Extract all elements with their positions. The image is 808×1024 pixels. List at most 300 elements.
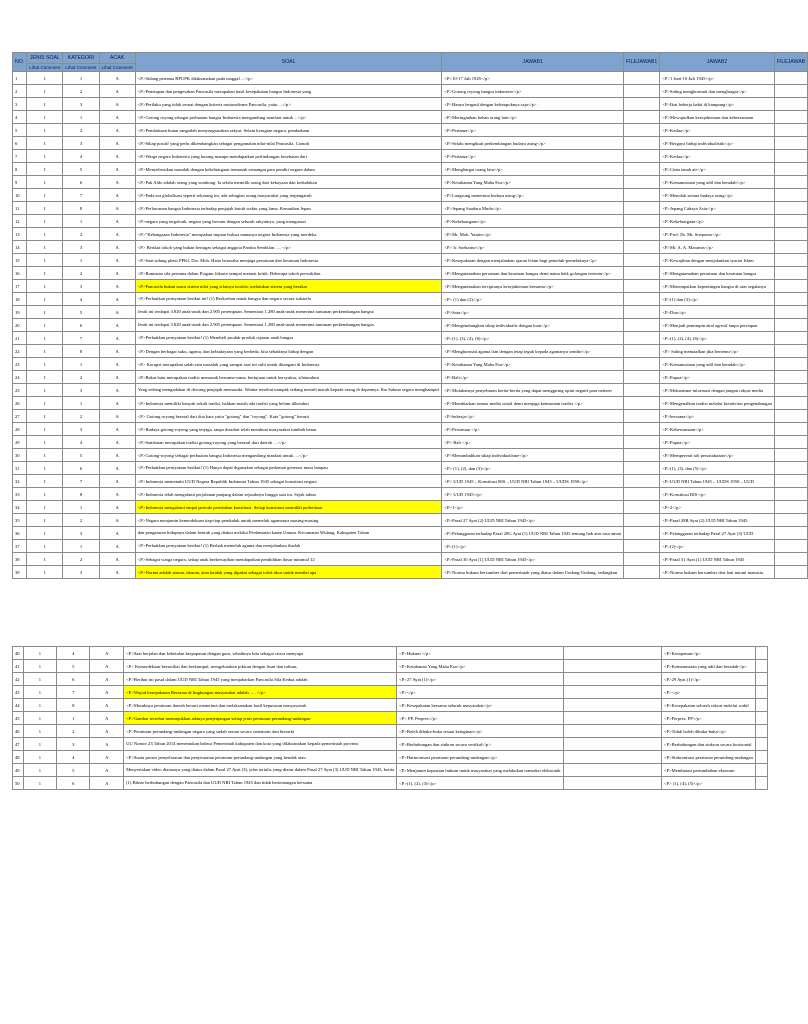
cell-no[interactable]: 28 bbox=[13, 423, 27, 436]
cell-jawab2[interactable]: <P>Saling menghormati dan menghargai</p> bbox=[660, 85, 775, 98]
cell-kategori[interactable]: 5 bbox=[57, 764, 90, 777]
cell-jawab2[interactable]: <P>(1) dan (3)</p> bbox=[660, 293, 775, 306]
cell-jawab1[interactable]: <P>(1), (2), (3)</p> bbox=[397, 777, 563, 790]
cell-jawab2[interactable]: <P>Berhubungan dan sinkron secara horizontal bbox=[661, 738, 755, 751]
cell-filejawab2[interactable] bbox=[774, 189, 807, 202]
cell-soal[interactable]: <P>Pancasila bukan suatu sistem nilai yang sifatnya teoritis, melainkan sistem yang berakar bbox=[135, 280, 442, 293]
cell-soal[interactable]: <P>Pak Aldo adalah orang yang sombong. Ia selalu memilih orang dari kekayaan dan kedudukan bbox=[135, 176, 442, 189]
cell-filejawab1[interactable] bbox=[563, 686, 661, 699]
cell-soal[interactable]: <P>Gambar tersebut menunjukkan adanya penjenjangan setiap jenis peraturan perundang-undangan bbox=[124, 712, 397, 725]
header-jawab2[interactable]: JAWAB2 bbox=[660, 53, 775, 72]
cell-filejawab2[interactable] bbox=[774, 540, 807, 553]
cell-jenis-soal[interactable]: 1 bbox=[27, 527, 63, 540]
cell-acak[interactable]: A bbox=[99, 72, 135, 85]
cell-soal[interactable]: dan pengaturan hidupnya dalam bentuk yang diakui melalui Perdamaian kaum Umum. Kecamatan Widang, Kabupaten Tuban bbox=[135, 527, 442, 540]
cell-kategori[interactable]: 1 bbox=[63, 540, 99, 553]
cell-no[interactable]: 49 bbox=[13, 764, 24, 777]
cell-no[interactable]: 14 bbox=[13, 241, 27, 254]
cell-acak[interactable]: A bbox=[99, 319, 135, 332]
cell-kategori[interactable]: 3 bbox=[63, 423, 99, 436]
cell-jenis-soal[interactable]: 1 bbox=[27, 306, 63, 319]
cell-jenis-soal[interactable]: 1 bbox=[23, 673, 56, 686]
cell-jenis-soal[interactable]: 1 bbox=[27, 293, 63, 306]
cell-filejawab1[interactable] bbox=[623, 436, 659, 449]
cell-soal[interactable]: <P> Gotong royong berasal dari dua kata yaitu "gotong" dan "royong". Kata "gotong" berarti bbox=[135, 410, 442, 423]
cell-filejawab2[interactable] bbox=[774, 501, 807, 514]
cell-kategori[interactable]: 2 bbox=[57, 725, 90, 738]
cell-kategori[interactable]: 1 bbox=[63, 215, 99, 228]
cell-jenis-soal[interactable]: 1 bbox=[27, 501, 63, 514]
cell-jenis-soal[interactable]: 1 bbox=[23, 660, 56, 673]
header-jawab1[interactable]: JAWAB1 bbox=[442, 53, 624, 72]
cell-no[interactable]: 36 bbox=[13, 527, 27, 540]
cell-filejawab2[interactable] bbox=[774, 345, 807, 358]
cell-filejawab2[interactable] bbox=[774, 306, 807, 319]
cell-acak[interactable]: A bbox=[99, 332, 135, 345]
cell-acak[interactable]: A bbox=[99, 150, 135, 163]
cell-acak[interactable]: A bbox=[99, 423, 135, 436]
cell-no[interactable]: 23 bbox=[13, 358, 27, 371]
cell-no[interactable]: 7 bbox=[13, 150, 27, 163]
cell-kategori[interactable]: 3 bbox=[63, 566, 99, 579]
cell-soal[interactable]: <P>Norma adalah aturan, ukuran, atau kaidah yang dipakai sebagai tolok ukur untuk menilai apa bbox=[135, 566, 442, 579]
cell-no[interactable]: 48 bbox=[13, 751, 24, 764]
cell-soal[interactable]: <P>Indonesia mengalami empat periode perubahan konstitusi. Setiap konstitusi memiliki perbedaan bbox=[135, 501, 442, 514]
cell-jawab2[interactable]: <P>Tidak boleh dibuka-buka</p> bbox=[661, 725, 755, 738]
cell-no[interactable]: 8 bbox=[13, 163, 27, 176]
cell-acak[interactable]: A bbox=[99, 397, 135, 410]
cell-soal[interactable]: <P>Negara menjamin kemerdekaan tiap-tiap penduduk untuk memeluk agamanya masing-masing bbox=[135, 514, 442, 527]
cell-soal[interactable]: (1) Bilnar berhubungan dengan Pancasila dan UUD NRI Tahun 1945 dan tidak bertentangan bersama bbox=[124, 777, 397, 790]
cell-jawab1[interactable]: <P>Menumbuhkan sikap individualisme</p> bbox=[442, 449, 624, 462]
cell-acak[interactable]: A bbox=[99, 345, 135, 358]
cell-kategori[interactable]: 1 bbox=[63, 397, 99, 410]
cell-jenis-soal[interactable]: 1 bbox=[27, 475, 63, 488]
cell-filejawab1[interactable] bbox=[623, 358, 659, 371]
cell-jawab1[interactable]: <P>Pertama</p> bbox=[442, 124, 624, 137]
cell-acak[interactable]: A bbox=[90, 686, 124, 699]
cell-filejawab2[interactable] bbox=[774, 436, 807, 449]
cell-jawab2[interactable]: <P>Papua</p> bbox=[660, 371, 775, 384]
cell-filejawab1[interactable] bbox=[623, 215, 659, 228]
cell-jenis-soal[interactable]: 1 bbox=[27, 566, 63, 579]
cell-soal[interactable]: <P> Korupsi merupakan salah satu masalah yang sampai saat ini sulit untuk ditangani di Indonesia bbox=[135, 358, 442, 371]
header-kategori[interactable]: KATEGORI bbox=[63, 53, 99, 64]
cell-jawab1[interactable]: <P>Mr. Moh. Yamin</p> bbox=[442, 228, 624, 241]
cell-no[interactable]: 12 bbox=[13, 215, 27, 228]
cell-filejawab1[interactable] bbox=[623, 176, 659, 189]
cell-jenis-soal[interactable]: 1 bbox=[27, 423, 63, 436]
cell-filejawab1[interactable] bbox=[623, 137, 659, 150]
cell-acak[interactable]: A bbox=[99, 215, 135, 228]
cell-kategori[interactable]: 1 bbox=[63, 254, 99, 267]
cell-kategori[interactable]: 4 bbox=[63, 436, 99, 449]
cell-filejawab1[interactable] bbox=[623, 566, 659, 579]
cell-soal[interactable]: <P> Berikut tokoh yang bukan bertugas sebagai anggota Panitia Sembilan ..... </p> bbox=[135, 241, 442, 254]
cell-filejawab1[interactable] bbox=[623, 514, 659, 527]
cell-filejawab2[interactable] bbox=[774, 319, 807, 332]
cell-kategori[interactable]: 3 bbox=[63, 384, 99, 397]
cell-filejawab2[interactable] bbox=[774, 150, 807, 163]
cell-filejawab2[interactable] bbox=[774, 137, 807, 150]
cell-soal[interactable]: Yang sedang mengadakan di dewang penjajah memasuki. Wanita tersebut nampak sedang meraih marah kepada orang di depannya. Ibu Sukma segera menghampiri bbox=[135, 384, 442, 397]
cell-jawab1[interactable]: <P>Pelanggaran terhadap Pasal 28G Ayat (1) UUD NRI Tahun 1945 tentang hak atas rasa aman bbox=[442, 527, 624, 540]
cell-acak[interactable]: A bbox=[99, 488, 135, 501]
cell-jawab1[interactable]: <P>1</p> bbox=[442, 501, 624, 514]
cell-jenis-soal[interactable]: 1 bbox=[27, 189, 63, 202]
cell-acak[interactable]: A bbox=[99, 293, 135, 306]
cell-filejawab2[interactable] bbox=[774, 228, 807, 241]
cell-acak[interactable]: A bbox=[99, 436, 135, 449]
cell-filejawab1[interactable] bbox=[623, 332, 659, 345]
cell-jenis-soal[interactable]: 1 bbox=[27, 98, 63, 111]
cell-filejawab2[interactable] bbox=[774, 514, 807, 527]
cell-jawab1[interactable]: <P> UUD 1945</p> bbox=[442, 488, 624, 501]
cell-jenis-soal[interactable]: 1 bbox=[27, 345, 63, 358]
cell-jawab2[interactable]: <P> (1), (4), (5)</p> bbox=[661, 777, 755, 790]
cell-soal[interactable]: <P>Indonesia memenuhi UUD Negara Republik Indonesia Tahun 1945 sebagai konstitusi negara bbox=[135, 475, 442, 488]
cell-jawab1[interactable]: <P>Norma hukum bersumber dari pemerintah yang diatur dalam Undang-Undang, sedangkan bbox=[442, 566, 624, 579]
cell-jenis-soal[interactable]: 1 bbox=[27, 267, 63, 280]
header-acak[interactable]: ACAK bbox=[99, 53, 135, 64]
cell-soal[interactable]: <P>Rumusan sila pertama dalam Piagam Jakarta sempat menuai kritik. Beberapa tokoh perwakilan bbox=[135, 267, 442, 280]
cell-jawab2[interactable]: <P></p> bbox=[661, 686, 755, 699]
cell-jawab2[interactable]: <P>Papua</p> bbox=[660, 436, 775, 449]
cell-kategori[interactable]: 4 bbox=[63, 293, 99, 306]
cell-jawab2[interactable]: <P>Mengutamakan persatuan dan kesatuan bangsa bbox=[660, 267, 775, 280]
header-filejawab1[interactable]: FILEJAWAB1 bbox=[623, 53, 659, 72]
cell-filejawab1[interactable] bbox=[623, 462, 659, 475]
cell-filejawab2[interactable] bbox=[774, 384, 807, 397]
cell-kategori[interactable]: 6 bbox=[57, 777, 90, 790]
cell-jenis-soal[interactable]: 1 bbox=[27, 241, 63, 254]
cell-acak[interactable]: A bbox=[99, 501, 135, 514]
cell-soal[interactable]: <P>Warga negara Indonesia yang kurang mampu mendapatkan perlindungan kesehatan dari bbox=[135, 150, 442, 163]
cell-acak[interactable]: A bbox=[90, 712, 124, 725]
cell-filejawab2[interactable] bbox=[774, 202, 807, 215]
cell-jawab2[interactable]: <P>Kesepakatan seluruh rakyat melalui wakil bbox=[661, 699, 755, 712]
cell-kategori[interactable]: 2 bbox=[63, 371, 99, 384]
cell-no[interactable]: 25 bbox=[13, 384, 27, 397]
cell-acak[interactable]: A bbox=[90, 660, 124, 673]
cell-jenis-soal[interactable]: 1 bbox=[27, 332, 63, 345]
cell-acak[interactable]: A bbox=[90, 725, 124, 738]
cell-kategori[interactable]: 8 bbox=[63, 488, 99, 501]
cell-jawab2[interactable]: <P>Bergaya hidup individualistik</p> bbox=[660, 137, 775, 150]
cell-filejawab2[interactable] bbox=[774, 280, 807, 293]
cell-filejawab2[interactable] bbox=[774, 98, 807, 111]
cell-jawab2[interactable]: <P>(1), (2), (4), (6)</p> bbox=[660, 332, 775, 345]
cell-jenis-soal[interactable]: 1 bbox=[23, 647, 56, 660]
cell-filejawab1[interactable] bbox=[563, 673, 661, 686]
cell-jawab2[interactable]: <P>2</p> bbox=[660, 501, 775, 514]
cell-soal[interactable]: <P>Perhatikan pernyataan berikut! (1) Hanya dapat digunakan sebagai pedoman generasi masa lampau bbox=[135, 462, 442, 475]
cell-jawab2[interactable]: <P>Kesopanan</p> bbox=[661, 647, 755, 660]
cell-jawab2[interactable]: <P>Kebersamaan</p> bbox=[660, 423, 775, 436]
cell-filejawab1[interactable] bbox=[623, 98, 659, 111]
cell-kategori[interactable]: 2 bbox=[63, 410, 99, 423]
cell-jenis-soal[interactable]: 1 bbox=[27, 371, 63, 384]
cell-acak[interactable]: A bbox=[99, 98, 135, 111]
cell-no[interactable]: 4 bbox=[13, 111, 27, 124]
cell-no[interactable]: 13 bbox=[13, 228, 27, 241]
cell-filejawab2[interactable] bbox=[774, 397, 807, 410]
cell-filejawab1[interactable] bbox=[623, 449, 659, 462]
cell-jawab2[interactable]: <P>Konstitusi RIS</p> bbox=[660, 488, 775, 501]
cell-kategori[interactable]: 1 bbox=[63, 72, 99, 85]
cell-jawab1[interactable]: <P>Persatuan </p> bbox=[442, 423, 624, 436]
cell-filejawab1[interactable] bbox=[623, 501, 659, 514]
cell-jenis-soal[interactable]: 1 bbox=[27, 488, 63, 501]
cell-jawab1[interactable]: <P> Bali </p> bbox=[442, 436, 624, 449]
cell-soal[interactable]: <P>Perlawanan bangsa Indonesia terhadap penjajah butuh waktu yang lama. Kemudian Jepan bbox=[135, 202, 442, 215]
cell-filejawab2[interactable] bbox=[755, 712, 767, 725]
cell-kategori[interactable]: 5 bbox=[63, 306, 99, 319]
cell-soal[interactable]: <P>Pembukaan butan sangatlah menyengsarakan rakyat. Selain kerugian negara, pembukaan bbox=[135, 124, 442, 137]
cell-filejawab1[interactable] bbox=[623, 397, 659, 410]
cell-no[interactable]: 29 bbox=[13, 436, 27, 449]
cell-filejawab1[interactable] bbox=[623, 553, 659, 566]
cell-jawab1[interactable]: <P>10-17 Juli 1945</p> bbox=[442, 72, 624, 85]
cell-jenis-soal[interactable]: 1 bbox=[27, 176, 63, 189]
cell-filejawab2[interactable] bbox=[755, 764, 767, 777]
cell-filejawab1[interactable] bbox=[563, 777, 661, 790]
cell-kategori[interactable]: 6 bbox=[57, 673, 90, 686]
cell-filejawab2[interactable] bbox=[774, 475, 807, 488]
cell-acak[interactable]: A bbox=[99, 241, 135, 254]
cell-filejawab1[interactable] bbox=[623, 267, 659, 280]
cell-jawab2[interactable]: <P>Ikut bekerja bakti di kampung</p> bbox=[660, 98, 775, 111]
cell-jenis-soal[interactable]: 1 bbox=[27, 254, 63, 267]
cell-soal[interactable]: <P>Budaya gotong-royong yang terjaga, tanpa disadari telah membuat masyarakat tumbuh benar bbox=[135, 423, 442, 436]
cell-kategori[interactable]: 1 bbox=[57, 712, 90, 725]
cell-acak[interactable]: A bbox=[99, 189, 135, 202]
cell-filejawab2[interactable] bbox=[755, 738, 767, 751]
cell-no[interactable]: 22 bbox=[13, 345, 27, 358]
cell-filejawab1[interactable] bbox=[563, 738, 661, 751]
cell-jenis-soal[interactable]: 1 bbox=[27, 215, 63, 228]
cell-soal[interactable]: Menyertakan video diatasnya yang diatur dalam Pasal 27 Ayat (3), jelas tertulis yang diatur dalam Pasal 27 Ayat (3) UUD NRI Tahun 1945, berita bbox=[124, 764, 397, 777]
cell-no[interactable]: 2 bbox=[13, 85, 27, 98]
cell-filejawab2[interactable] bbox=[774, 293, 807, 306]
cell-jawab2[interactable]: <P>Perpres, PP</p> bbox=[661, 712, 755, 725]
cell-jawab2[interactable]: <P>(1), (3), dan (5)</p> bbox=[660, 462, 775, 475]
cell-no[interactable]: 32 bbox=[13, 475, 27, 488]
cell-filejawab1[interactable] bbox=[563, 751, 661, 764]
header-soal[interactable]: SOAL bbox=[135, 53, 442, 72]
cell-soal[interactable]: <P>Sambatan merupakan tradisi gotong-royong yang berasal dari daerah ....</p> bbox=[135, 436, 442, 449]
cell-acak[interactable]: A bbox=[99, 384, 135, 397]
cell-acak[interactable]: A bbox=[99, 176, 135, 189]
cell-jawab1[interactable]: <P>Pertama</p> bbox=[442, 150, 624, 163]
cell-soal[interactable]: Jerak ini terdapat 3.820 anak-anak dan 2.905 perempuan. Sementara 1.280 anak-anak menerima tuntunan perkembangan bangsa bbox=[135, 319, 442, 332]
cell-kategori[interactable]: 4 bbox=[57, 647, 90, 660]
cell-acak[interactable]: A bbox=[90, 673, 124, 686]
cell-jenis-soal[interactable]: 1 bbox=[23, 699, 56, 712]
cell-filejawab1[interactable] bbox=[563, 647, 661, 660]
cell-jawab1[interactable]: <P>Kekeluargaan</p> bbox=[442, 215, 624, 228]
cell-jawab2[interactable]: <P>Menolak semua budaya asing</p> bbox=[660, 189, 775, 202]
cell-filejawab1[interactable] bbox=[623, 527, 659, 540]
cell-jawab2[interactable]: <P>Cinta tanah air</p> bbox=[660, 163, 775, 176]
cell-no[interactable]: 27 bbox=[13, 410, 27, 423]
cell-kategori[interactable]: 2 bbox=[63, 228, 99, 241]
cell-acak[interactable]: A bbox=[99, 254, 135, 267]
cell-filejawab1[interactable] bbox=[623, 384, 659, 397]
cell-jawab1[interactable]: <P>Harmonisasi peraturan perundang-undangan</p> bbox=[397, 751, 563, 764]
cell-jawab1[interactable]: <P>27 Ayat (1)</p> bbox=[397, 673, 563, 686]
cell-kategori[interactable]: 8 bbox=[57, 699, 90, 712]
cell-filejawab2[interactable] bbox=[774, 462, 807, 475]
cell-filejawab1[interactable] bbox=[623, 280, 659, 293]
cell-jenis-soal[interactable]: 1 bbox=[27, 449, 63, 462]
cell-acak[interactable]: A bbox=[99, 462, 135, 475]
cell-kategori[interactable]: 2 bbox=[63, 267, 99, 280]
cell-no[interactable]: 30 bbox=[13, 449, 27, 462]
cell-soal[interactable]: <P>Saat sidang pleno PPKI, Drs. Moh. Hatta berusaha menjaga persatuan dan kesatuan Indonesia bbox=[135, 254, 442, 267]
cell-acak[interactable]: A bbox=[99, 137, 135, 150]
cell-jawab2[interactable]: <P>bersama</p> bbox=[660, 410, 775, 423]
header-filejawab2[interactable]: FILEJAWAB bbox=[774, 53, 807, 72]
cell-kategori[interactable]: 6 bbox=[63, 319, 99, 332]
cell-acak[interactable]: A bbox=[99, 85, 135, 98]
cell-jawab1[interactable]: <P>Ketuhanan Yang Maha Esa</p> bbox=[442, 358, 624, 371]
cell-jawab1[interactable]: <P> (1) dan (2)</p> bbox=[442, 293, 624, 306]
cell-no[interactable]: 15 bbox=[13, 254, 27, 267]
cell-soal[interactable]: <P>Dengan berbagai suku, agama, dan kebudayaan yang berbeda, kita sebaiknya hidup dengan bbox=[135, 345, 442, 358]
cell-jawab2[interactable]: <P>Menjadi pemimpin akal agresif tanpa persiapan bbox=[660, 319, 775, 332]
cell-jawab2[interactable]: <P>Kemanusiaan yang adil dan beradab</p> bbox=[660, 176, 775, 189]
cell-soal[interactable]: <P>Perhatikan pernyataan berikut! (1) Berhak memeluk agama dan menjalankan ibadah bbox=[135, 540, 442, 553]
cell-jenis-soal[interactable]: 1 bbox=[27, 553, 63, 566]
cell-jawab2[interactable]: <P>Mekanisme informasi dengan jangan rakyat media bbox=[660, 384, 775, 397]
cell-jawab1[interactable]: <P>Mengutamakan terciptanya kesejahteraan bersama</p> bbox=[442, 280, 624, 293]
cell-kategori[interactable]: 7 bbox=[63, 475, 99, 488]
cell-no[interactable]: 18 bbox=[13, 293, 27, 306]
cell-filejawab2[interactable] bbox=[755, 777, 767, 790]
cell-filejawab1[interactable] bbox=[623, 423, 659, 436]
cell-filejawab1[interactable] bbox=[563, 764, 661, 777]
cell-acak[interactable]: A bbox=[99, 566, 135, 579]
cell-jawab1[interactable]: <P></p> bbox=[397, 686, 563, 699]
cell-filejawab2[interactable] bbox=[774, 449, 807, 462]
cell-jenis-soal[interactable]: 1 bbox=[23, 751, 56, 764]
cell-jenis-soal[interactable]: 1 bbox=[27, 85, 63, 98]
cell-kategori[interactable]: 1 bbox=[63, 501, 99, 514]
cell-acak[interactable]: A bbox=[90, 764, 124, 777]
cell-filejawab2[interactable] bbox=[774, 176, 807, 189]
cell-no[interactable]: 44 bbox=[13, 699, 24, 712]
cell-filejawab2[interactable] bbox=[774, 124, 807, 137]
cell-jenis-soal[interactable]: 1 bbox=[23, 764, 56, 777]
cell-soal[interactable]: <P>Indonesia telah mengalami perjalanan panjang dalam sejarahnya hingga saat ini. Sejak tahun bbox=[135, 488, 442, 501]
cell-filejawab1[interactable] bbox=[563, 725, 661, 738]
cell-acak[interactable]: A bbox=[90, 751, 124, 764]
cell-filejawab2[interactable] bbox=[774, 215, 807, 228]
cell-filejawab1[interactable] bbox=[623, 228, 659, 241]
cell-soal[interactable]: <P>Sebagai warga negara, setiap anak berkewajiban mendapatkan pendidikan dasar minimal 12 bbox=[135, 553, 442, 566]
cell-soal[interactable]: Jerak ini terdapat 3.820 anak-anak dan 2.905 perempuan. Sementara 1.280 anak-anak menerima tuntunan perkembangan bangsa bbox=[135, 306, 442, 319]
cell-jenis-soal[interactable]: 1 bbox=[27, 436, 63, 449]
cell-filejawab1[interactable] bbox=[623, 85, 659, 98]
cell-filejawab1[interactable] bbox=[563, 712, 661, 725]
cell-filejawab1[interactable] bbox=[623, 488, 659, 501]
cell-soal[interactable]: <P>Bakar batu merupakan tradisi memasak bersama-sama, bertujuan untuk bersyukur, silaturahmi bbox=[135, 371, 442, 384]
cell-soal[interactable]: <P>Berikut ini pasal dalam UUD NRI Tahun 1945 yang menjabarkan Pancasila Sila Kedua adalah bbox=[124, 673, 397, 686]
cell-jenis-soal[interactable]: 1 bbox=[23, 725, 56, 738]
cell-no[interactable]: 42 bbox=[13, 673, 24, 686]
cell-jenis-soal[interactable]: 1 bbox=[27, 514, 63, 527]
cell-soal[interactable]: <P>"Kebangsaan Indonesia" merupakan impian bulosa namanya negara Indonesia yang merdeka bbox=[135, 228, 442, 241]
cell-no[interactable]: 38 bbox=[13, 553, 27, 566]
cell-filejawab2[interactable] bbox=[755, 725, 767, 738]
cell-kategori[interactable]: 7 bbox=[57, 686, 90, 699]
cell-acak[interactable]: A bbox=[99, 449, 135, 462]
cell-jawab2[interactable]: <P>Jepang Cahaya Asia</p> bbox=[660, 202, 775, 215]
cell-soal[interactable]: <P>Wujud kesepakatan Bersama di lingkungan masyarakat adalah ..... </p> bbox=[124, 686, 397, 699]
cell-jawab2[interactable]: <P>Kekeluargaan</p> bbox=[660, 215, 775, 228]
cell-jenis-soal[interactable]: 1 bbox=[27, 163, 63, 176]
cell-filejawab2[interactable] bbox=[774, 553, 807, 566]
cell-kategori[interactable]: 3 bbox=[57, 738, 90, 751]
cell-filejawab2[interactable] bbox=[774, 488, 807, 501]
cell-jawab2[interactable]: <P>Kemanusiaan yang adil dan beradab</p> bbox=[661, 660, 755, 673]
cell-jawab1[interactable]: <P>Meringankan beban orang lain</p> bbox=[442, 111, 624, 124]
cell-acak[interactable]: A bbox=[99, 306, 135, 319]
cell-acak[interactable]: A bbox=[90, 699, 124, 712]
cell-jenis-soal[interactable]: 1 bbox=[27, 358, 63, 371]
cell-jenis-soal[interactable]: 1 bbox=[23, 712, 56, 725]
subheader-acak[interactable]: Lihat Comment bbox=[99, 64, 135, 72]
cell-filejawab1[interactable] bbox=[563, 660, 661, 673]
cell-soal[interactable]: <P>Perilaku yang tidak sesuai dengan kriteria nasionalisme Pancasila, yaitu ...</p> bbox=[135, 98, 442, 111]
cell-filejawab1[interactable] bbox=[623, 163, 659, 176]
cell-jawab1[interactable]: <P>Kesepakatan dengan menjalankan ajaran Islam bagi pemeluk-pemeluknya</p> bbox=[442, 254, 624, 267]
cell-jenis-soal[interactable]: 1 bbox=[27, 228, 63, 241]
cell-no[interactable]: 19 bbox=[13, 306, 27, 319]
cell-filejawab1[interactable] bbox=[623, 410, 659, 423]
cell-filejawab1[interactable] bbox=[623, 254, 659, 267]
cell-filejawab2[interactable] bbox=[755, 699, 767, 712]
cell-jawab1[interactable]: <P>Hanya bergaul dengan kelompoknya saja</p> bbox=[442, 98, 624, 111]
cell-no[interactable]: 33 bbox=[13, 488, 27, 501]
cell-jawab1[interactable]: <P> UUD 1945 – Konstitusi RIS – UUD NRI Tahun 1945 – UUDS 1950</p> bbox=[442, 475, 624, 488]
cell-jenis-soal[interactable]: 1 bbox=[27, 410, 63, 423]
cell-jawab2[interactable]: <P>Norma hukum bersumber dari hati nurani manusia bbox=[660, 566, 775, 579]
cell-no[interactable]: 1 bbox=[13, 72, 27, 85]
cell-no[interactable]: 5 bbox=[13, 124, 27, 137]
cell-soal[interactable]: <P>Penetapan dan pengesahan Pancasila merupakan hasil kesepakatan bangsa Indonesia yang bbox=[135, 85, 442, 98]
cell-filejawab2[interactable] bbox=[755, 673, 767, 686]
cell-jawab1[interactable]: <P>bekerja</p> bbox=[442, 410, 624, 423]
cell-filejawab1[interactable] bbox=[623, 202, 659, 215]
cell-filejawab1[interactable] bbox=[623, 124, 659, 137]
cell-filejawab2[interactable] bbox=[774, 527, 807, 540]
cell-jawab1[interactable]: <P>Menghormati agama lain dengan tetap teguh kepada agamanya sendiri</p> bbox=[442, 345, 624, 358]
cell-jenis-soal[interactable]: 1 bbox=[27, 72, 63, 85]
cell-jenis-soal[interactable]: 1 bbox=[27, 111, 63, 124]
cell-kategori[interactable]: 1 bbox=[63, 358, 99, 371]
cell-filejawab2[interactable] bbox=[774, 358, 807, 371]
cell-soal[interactable]: <P>Pada era globalisasi seperti sekarang ini, ada sebagian orang masyarakat yang terpengaruh bbox=[135, 189, 442, 202]
cell-jawab2[interactable]: <P>(2)</p> bbox=[660, 540, 775, 553]
cell-kategori[interactable]: 7 bbox=[63, 189, 99, 202]
cell-kategori[interactable]: 2 bbox=[63, 124, 99, 137]
cell-jenis-soal[interactable]: 1 bbox=[27, 319, 63, 332]
cell-acak[interactable]: A bbox=[90, 738, 124, 751]
cell-no[interactable]: 21 bbox=[13, 332, 27, 345]
cell-kategori[interactable]: 3 bbox=[63, 241, 99, 254]
